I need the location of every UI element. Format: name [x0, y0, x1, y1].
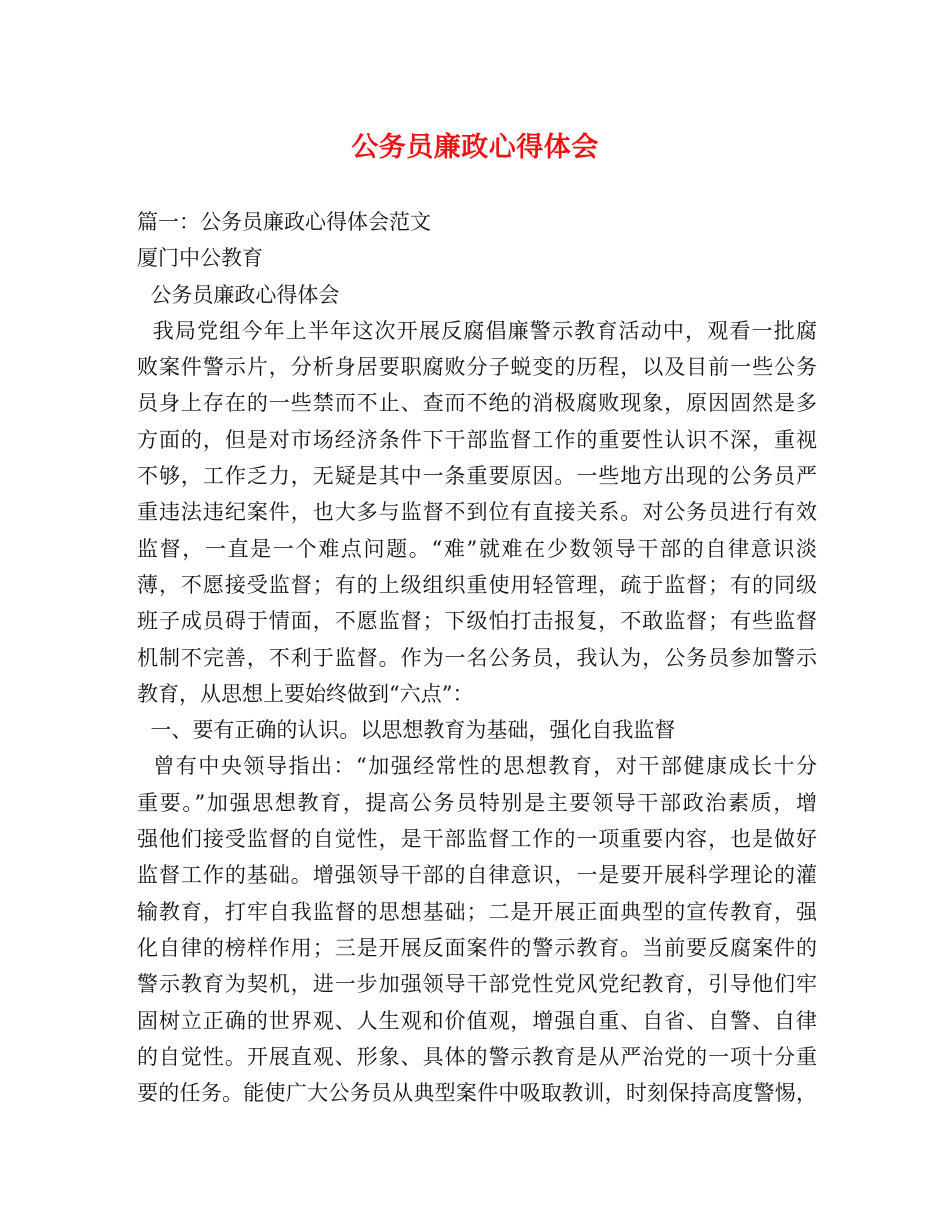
body-line: 曾有中央领导指出：“加强经常性的思想教育，对干部健康成长十分 — [137, 754, 817, 779]
body-line: 输教育，打牢自我监督的思想基础；二是开展正面典型的宣传教育，强 — [137, 899, 817, 924]
body-line: 监督工作的基础。增强领导干部的自律意识，一是要开展科学理论的灌 — [137, 863, 817, 888]
body-line: 薄，不愿接受监督；有的上级组织重使用轻管理，疏于监督；有的同级 — [137, 572, 817, 597]
body-line: 监督，一直是一个难点问题。“难”就难在少数领导干部的自律意识淡 — [137, 536, 817, 561]
body-line: 一、要有正确的认识。以思想教育为基础，强化自我监督 — [137, 718, 676, 743]
body-line: 不够，工作乏力，无疑是其中一条重要原因。一些地方出现的公务员严 — [137, 464, 817, 489]
body-line: 厦门中公教育 — [137, 246, 263, 271]
body-line: 重违法违纪案件，也大多与监督不到位有直接关系。对公务员进行有效 — [137, 500, 817, 525]
document-body — [137, 204, 817, 1111]
body-line: 方面的，但是对市场经济条件下干部监督工作的重要性认识不深，重视 — [137, 427, 817, 452]
body-line: 员身上存在的一些禁而不止、查而不绝的消极腐败现象，原因固然是多 — [137, 391, 817, 416]
body-line: 教育，从思想上要始终做到“六点”： — [137, 681, 474, 706]
body-line: 的自觉性。开展直观、形象、具体的警示教育是从严治党的一项十分重 — [137, 1044, 817, 1069]
body-line: 公务员廉政心得体会 — [137, 282, 340, 307]
body-line: 败案件警示片，分析身居要职腐败分子蜕变的历程，以及目前一些公务 — [137, 355, 817, 380]
body-line: 强他们接受监督的自觉性，是干部监督工作的一项重要内容，也是做好 — [137, 827, 817, 852]
body-line: 化自律的榜样作用；三是开展反面案件的警示教育。当前要反腐案件的 — [137, 935, 817, 960]
body-line: 警示教育为契机，进一步加强领导干部党性党风党纪教育，引导他们牢 — [137, 972, 817, 997]
body-line: 班子成员碍于情面，不愿监督；下级怕打击报复，不敢监督；有些监督 — [137, 609, 817, 634]
body-line: 我局党组今年上半年这次开展反腐倡廉警示教育活动中，观看一批腐 — [137, 318, 817, 343]
body-line: 机制不完善，不利于监督。作为一名公务员，我认为，公务员参加警示 — [137, 645, 817, 670]
document-title: 公务员廉政心得体会 — [351, 132, 599, 163]
body-line: 固树立正确的世界观、人生观和价值观，增强自重、自省、自警、自律 — [137, 1008, 817, 1033]
body-line: 重要。”加强思想教育，提高公务员特别是主要领导干部政治素质，增 — [137, 790, 817, 815]
body-line: 要的任务。能使广大公务员从典型案件中吸取教训，时刻保持高度警惕， — [137, 1081, 817, 1106]
body-line: 篇一：公务员廉政心得体会范文 — [137, 210, 431, 234]
